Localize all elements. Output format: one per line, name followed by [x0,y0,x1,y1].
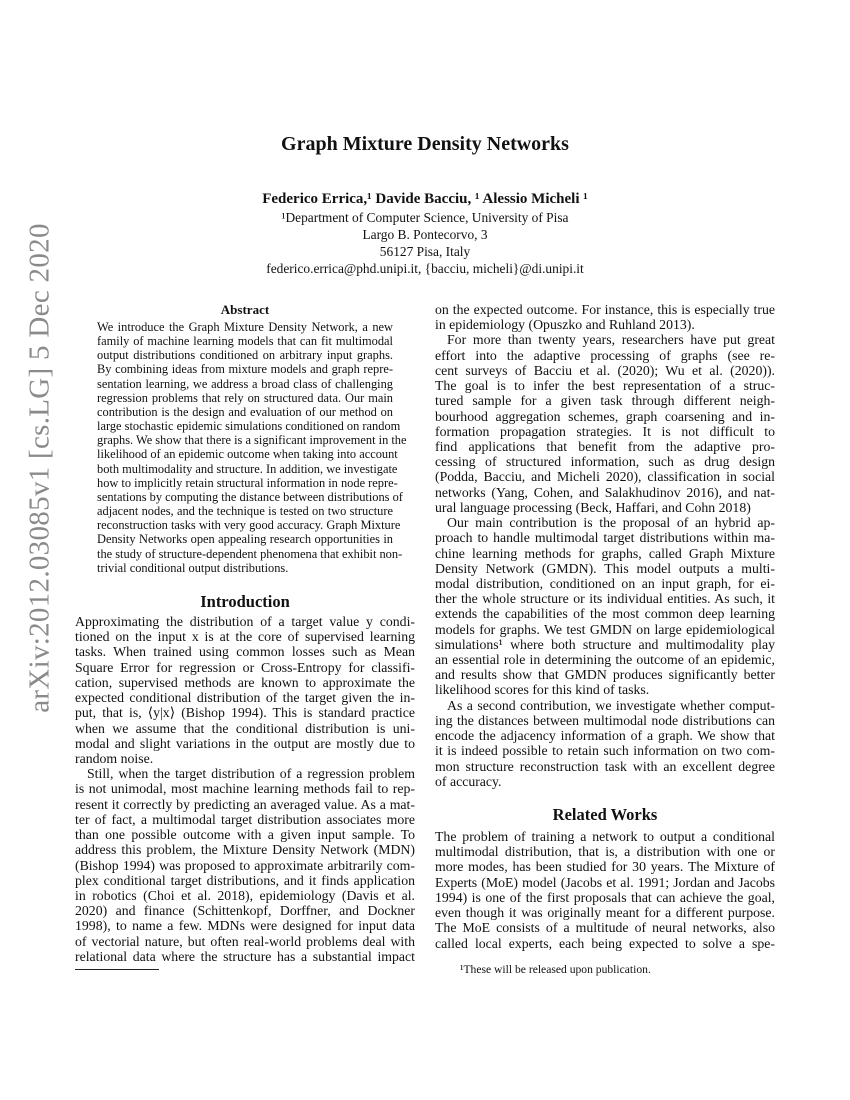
text-line: (Podda, Bacciu, and Micheli 2020), classification in social [435,469,775,485]
text-line: even though it was originally meant for a different purpose. [435,905,775,921]
text-line: tioned on the input x is at the core of supervised learning [75,629,415,645]
text-line: ther the whole structure or its individual entities. As such, it [435,591,775,607]
text-line: address this problem, the Mixture Density Network (MDN) [75,842,415,858]
text-line: As a second contribution, we investigate whether comput- [447,697,775,713]
related-works-body [435,829,775,951]
text-line: networks (Yang, Cohen, and Salakhudinov 2016), and nat- [435,484,775,500]
text-line: expected conditional distribution of the target given the in- [75,690,415,706]
text-line: when we assume that the conditional distribution is uni- [75,720,415,736]
text-line: For more than twenty years, researchers have put great [447,332,775,348]
text-line: The MoE consists of a multitude of neural networks, also [435,920,775,936]
text-line: We introduce the Graph Mixture Density Network, a new [97,320,393,334]
text-line: plex conditional target distributions, and it finds application [75,872,415,888]
text-line: it is indeed possible to retain such information on two com- [435,743,775,759]
text-line: 1994) is one of the first proposals that can achieve the goal, [435,889,775,905]
text-line: proach to handle multimodal target distributions within ma- [435,530,775,546]
affiliation-address: Largo B. Pontecorvo, 3 [362,227,488,242]
text-line: ing the distances between multimodal node distributions can [435,712,775,728]
text-line: ural language processing (Beck, Haffari, and Cohn 2018) [435,499,751,515]
text-line: find applications that benefit from the adaptive pro- [435,438,775,454]
text-line: effort into the adaptive processing of graphs (see re- [435,347,775,363]
text-line: of vectorial nature, but often real-world problems deal with [75,933,415,949]
text-line: Experts (MoE) model (Jacobs et al. 1991; Jordan and Jacobs [435,874,775,890]
affiliation-department: ¹Department of Computer Science, University of Pisa [281,210,569,225]
text-line: trivial conditional output distributions. [97,560,289,575]
text-line: likelihood of an epidemic outcome when taking into account [97,447,398,462]
introduction-continued-body [435,302,775,789]
author-list: Federico Errica,¹ Davide Bacciu, ¹ Alessio Micheli ¹ [262,191,588,207]
text-line: both multimodality and structure. In addition, we investigate [97,461,398,476]
text-line: multimodal distribution, that is, a distribution with one or [435,844,775,860]
text-line: extends the capabilities of the most common deep learning [435,606,775,622]
text-line: The problem of training a network to output a conditional [435,829,775,844]
text-line: Approximating the distribution of a target value y condi- [75,614,415,629]
text-line: Square Error for regression or Cross-Entropy for classifi- [75,659,415,675]
text-line: how to implicitly retain structural information in node repre- [97,475,398,490]
paper-title: Graph Mixture Density Networks [281,133,569,155]
text-line: and results show that GMDN produces significantly better [435,667,775,683]
text-line: simulations¹ where both structure and multimodality play [435,636,775,652]
text-line: family of machine learning models that can fit multimodal [97,334,393,349]
text-line: mon structure reconstruction task with an excellent degree [435,758,775,774]
text-line: more modes, has been studied for 30 years. The Mixture of [435,859,775,875]
text-line: relational data where the structure has a substantial impact [75,948,415,964]
text-line: 1998), to name a few. MDNs were designed for input data [75,918,415,934]
text-line: By combining ideas from mixture models and graph repre- [97,362,393,377]
introduction-heading: Introduction [200,592,290,611]
text-line: modal distribution, conditioned on an input graph, for ei- [435,575,775,591]
introduction-body [75,614,415,964]
text-line: tasks. When trained using common losses such as Mean [75,644,415,660]
text-line: output distributions conditioned on arbitrary input graphs. [97,348,393,363]
abstract-heading: Abstract [220,302,270,317]
text-line: graphs. We show that there is a significant improvement in the [97,433,407,448]
text-line: of accuracy. [435,773,502,789]
text-line: Density Network (GMDN). This model outputs a multi- [435,560,775,576]
text-line: cent surveys of Bacciu et al. (2020); Wu et al. (2020)). [435,362,775,378]
text-line: cessing of structured information, such as drug design [435,454,775,470]
text-line: chine learning methods for graphs, called Graph Mixture [435,545,775,561]
text-line: contribution is the design and evaluation of our method on [97,404,393,419]
text-line: Density Networks open appealing research opportunities in [97,532,393,547]
text-line: in robotics (Choi et al. 2018), epidemiology (Davis et al. [75,887,415,903]
author-emails: federico.errica@phd.unipi.it, {bacciu, micheli}@di.unipi.it [266,261,584,276]
related-works-heading: Related Works [552,805,658,824]
text-line: likelihood scores for this kind of tasks. [435,682,650,698]
text-line: on the expected outcome. For instance, this is especially true [435,302,775,317]
text-line: resent it correctly by predicting an averaged value. As a mat- [75,796,415,812]
text-line: 2020) and finance (Schittenkopf, Dorffner, and Dockner [75,903,415,919]
text-line: cation, supervised methods are known to approximate the [75,674,415,690]
text-line: random noise. [75,750,154,766]
text-line: than one possible outcome with a given input sample. To [75,827,415,843]
text-line: ter of fact, a multimodal target distribution associates more [75,811,415,827]
footnote: ¹These will be released upon publication. [460,963,651,976]
text-line: models for graphs. We test GMDN on large epidemiological [435,621,775,637]
text-line: adjacent nodes, and the technique is tested on two structure [97,504,393,519]
text-line: bourhood aggregation schemes, graph coarsening and in- [435,408,775,424]
affiliation-city: 56127 Pisa, Italy [379,244,471,259]
text-line: in epidemiology (Opuszko and Ruhland 2013). [435,317,695,333]
text-line: regression problems that rely on structured data. Our main [97,390,393,405]
text-line: sentations by computing the distance between distributions of [97,489,403,504]
text-line: called local experts, each being expected to solve a spe- [435,935,775,951]
abstract-body [97,320,407,575]
footnote-divider [75,969,159,970]
text-line: Our main contribution is the proposal of an hybrid ap- [447,515,775,531]
text-line: is not unimodal, most machine learning methods fail to rep- [75,781,415,797]
text-line: reconstruction tasks with very good accuracy. Graph Mixture [97,518,401,533]
text-line: formation propagation strategies. It is not difficult to [435,423,775,439]
text-line: modal and slight variations in the output are mostly due to [75,735,415,751]
text-line: tured sample for a given task through different neigh- [435,393,775,409]
text-line: put, that is, ⟨y|x⟩ (Bishop 1994). This is standard practice [75,705,415,721]
text-line: the study of structure-dependent phenomena that exhibit non- [97,546,403,561]
text-line: sentation learning, we address a broad class of challenging [97,376,393,391]
text-line: Still, when the target distribution of a regression problem [87,766,415,782]
text-line: The goal is to infer the best representation of a struc- [435,378,775,394]
text-line: large stochastic epidemic simulations conditioned on random [97,419,401,434]
arxiv-identifier: arXiv:2012.03085v1 [cs.LG] 5 Dec 2020 [23,223,56,713]
text-line: an essential role in determining the outcome of an epidemic, [435,652,775,668]
text-line: encode the adjacency information of a graph. We show that [435,728,775,744]
text-line: (Bishop 1994) was proposed to approximate arbitrarily com- [75,857,415,873]
